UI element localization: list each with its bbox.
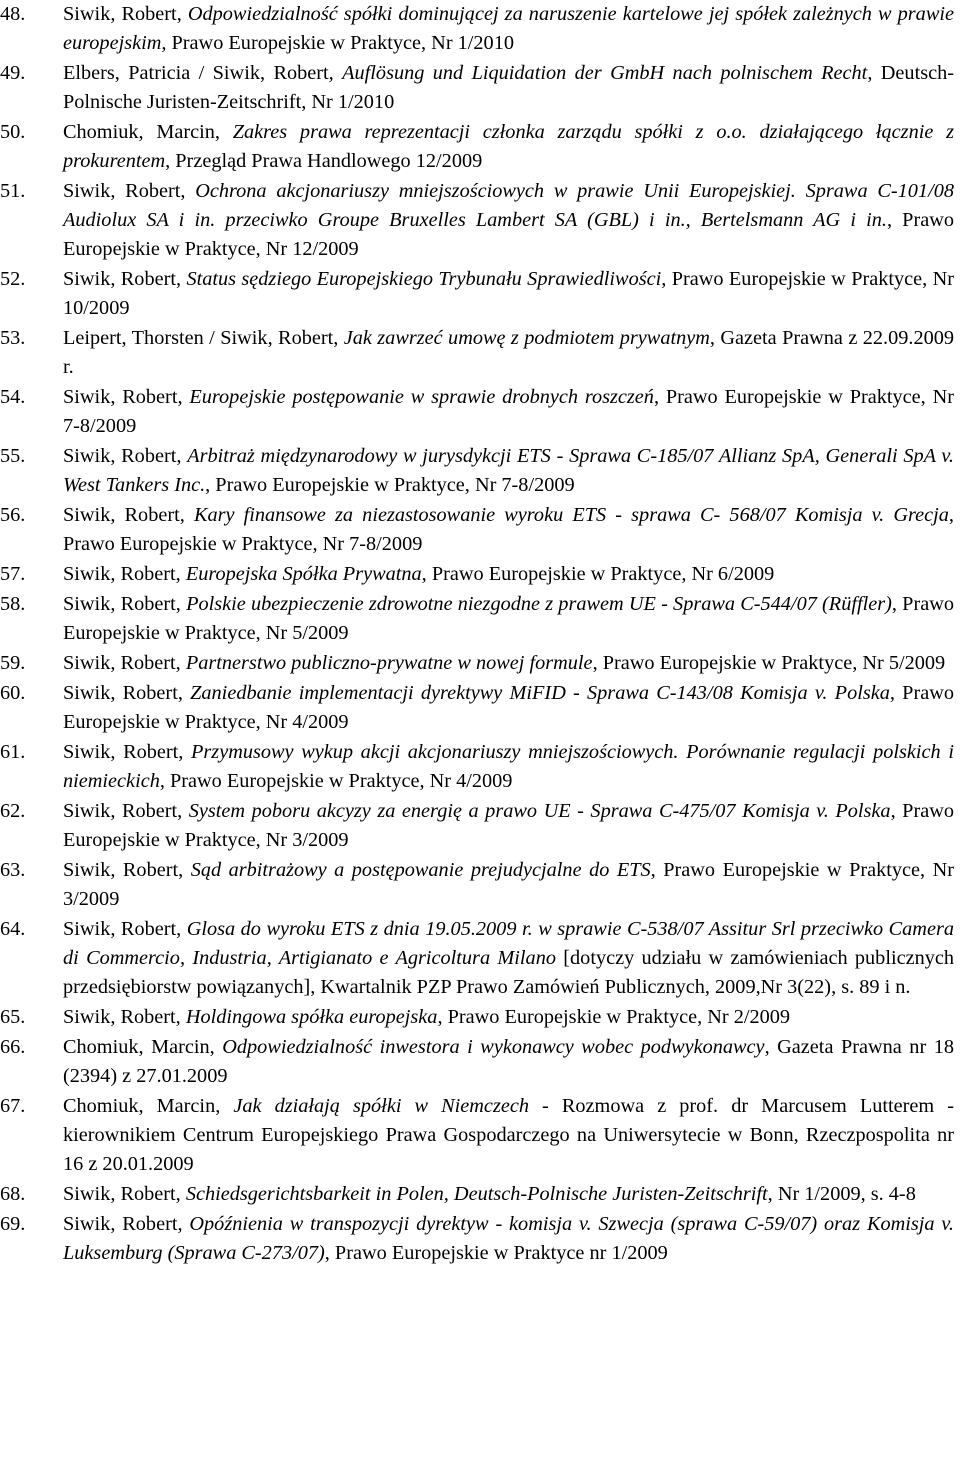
reference-title: Odpowiedzialność spółki dominującej za naruszenie kartelowe jej spółek zależnych w prawie europejskim, — [63, 3, 954, 55]
reference-number: 68. — [0, 1183, 26, 1205]
reference-title: Europejskie postępowanie w sprawie drobnych roszczeń — [189, 386, 654, 409]
reference-item — [0, 1210, 954, 1268]
reference-text — [63, 445, 954, 496]
reference-number: 65. — [0, 1006, 26, 1028]
reference-title: Partnerstwo publiczno-prywatne w nowej formule — [185, 652, 593, 674]
reference-segment: , Prawo Europejskie w Praktyce, Nr 7-8/2009 — [205, 474, 575, 497]
reference-segment: Elbers, Patricia / Siwik, Robert, — [63, 62, 343, 84]
reference-number: 62. — [0, 799, 26, 822]
reference-segment: Siwik, Robert, — [63, 386, 190, 409]
reference-segment: Siwik, Robert, — [63, 681, 191, 704]
reference-title: Zaniedbanie implementacji dyrektywy MiFID - Sprawa C-143/08 Komisja v. Polska — [190, 681, 890, 704]
reference-title: Europejska Spółka Prywatna — [185, 563, 422, 586]
reference-item — [0, 177, 954, 265]
reference-text — [63, 386, 954, 437]
reference-item — [0, 915, 954, 1003]
reference-segment: , Przegląd Prawa Handlowego 12/2009 — [165, 150, 483, 173]
reference-segment: , Prawo Europejskie w Praktyce, Nr 12/2009 — [63, 209, 955, 261]
reference-text — [63, 593, 954, 644]
reference-item — [0, 679, 954, 737]
reference-number: 69. — [0, 1212, 26, 1235]
reference-segment: Siwik, Robert, — [63, 1212, 190, 1235]
reference-segment: Siwik, Robert, — [63, 1183, 186, 1205]
reference-segment: Siwik, Robert, — [63, 504, 194, 527]
reference-text — [63, 1036, 954, 1087]
reference-title: System poboru akcyzy za energię a prawo UE - Sprawa C-475/07 Komisja v. Polska — [188, 799, 891, 822]
reference-title: Odpowiedzialność inwestora i wykonawcy wobec podwykonawcy — [222, 1035, 765, 1058]
reference-segment: Siwik, Robert, — [63, 652, 186, 674]
reference-title: Status sędziego Europejskiego Trybunału Sprawiedliwości — [186, 268, 662, 291]
reference-item — [0, 59, 954, 117]
reference-title: Holdingowa spółka europejska — [185, 1006, 438, 1028]
reference-segment: Siwik, Robert, — [63, 3, 188, 25]
reference-title: Kary finansowe za niezastosowanie wyroku ETS - sprawa C- 568/07 Komisja v. Grecja — [193, 504, 949, 527]
reference-title: Przymusowy wykup akcji akcjonariuszy mniejszościowych. Porównanie regulacji polskich i niemieckich — [63, 740, 954, 792]
reference-segment: - Rozmowa z prof. dr Marcusem Lutterem - kierownikiem Centrum Europejskiego Prawa Gospodarczego na Uniwersytecie w Bonn, Rzeczpospolita nr 16 z 20.01.2009 — [63, 1094, 954, 1176]
reference-text — [63, 652, 945, 674]
reference-segment: , Prawo Europejskie w Praktyce, Nr 7-8/2009 — [63, 504, 954, 556]
reference-item — [0, 265, 954, 323]
reference-segment: Prawo Europejskie w Praktyce, Nr 1/2010 — [166, 32, 514, 55]
reference-title: Auflösung und Liquidation der GmbH nach polnischem Recht — [342, 62, 868, 84]
reference-number: 52. — [0, 268, 26, 291]
reference-number: 58. — [0, 593, 26, 615]
reference-text — [63, 62, 954, 113]
reference-number: 67. — [0, 1094, 26, 1117]
reference-segment: , Prawo Europejskie w Praktyce, Nr 7-8/2009 — [63, 386, 955, 438]
reference-text — [63, 859, 954, 910]
reference-item — [0, 560, 954, 589]
reference-segment: , Prawo Europejskie w Praktyce, Nr 5/2009 — [63, 593, 954, 645]
reference-title: Sąd arbitrażowy a postępowanie prejudycjalne do ETS — [190, 858, 651, 881]
reference-segment: Siwik, Robert, — [63, 1006, 186, 1028]
reference-item — [0, 797, 954, 855]
reference-title: Polskie ubezpieczenie zdrowotne niezgodne z prawem UE - Sprawa C-544/07 (Rüffler) — [186, 593, 892, 615]
reference-number: 53. — [0, 327, 26, 350]
reference-number: 59. — [0, 652, 26, 674]
reference-text — [63, 918, 954, 998]
reference-segment: , Prawo Europejskie w Praktyce nr 1/2009 — [324, 1242, 668, 1264]
reference-segment: , Prawo Europejskie w Praktyce, Nr 5/2009 — [592, 652, 946, 674]
reference-number: 54. — [0, 386, 26, 409]
reference-text — [63, 800, 954, 851]
reference-segment: [dotyczy udziału w zamówieniach publicznych przedsiębiorstw powiązanych], Kwartalnik PZP Prawo Zamówień Publicznych, 2009,Nr 3(22), s. 89 i n. — [63, 947, 955, 999]
reference-title: Opóźnienia w transpozycji dyrektyw - komisja v. Szwecja (sprawa C-59/07) oraz Komisja v. Luksemburg (Sprawa C-273/07) — [63, 1212, 954, 1264]
reference-text — [63, 682, 954, 733]
reference-text — [63, 563, 774, 585]
reference-item — [0, 1092, 954, 1180]
reference-segment: , Prawo Europejskie w Praktyce, Nr 3/2009 — [63, 799, 955, 851]
reference-segment: , Prawo Europejskie w Praktyce, Nr 6/2009 — [421, 563, 775, 586]
reference-segment: , Prawo Europejskie w Praktyce, Nr 4/2009 — [159, 770, 513, 792]
reference-item — [0, 118, 954, 176]
reference-text — [63, 1213, 954, 1264]
reference-segment: , Prawo Europejskie w Praktyce, Nr 4/2009 — [63, 681, 955, 733]
reference-item — [0, 383, 954, 441]
reference-segment: Chomiuk, Marcin, — [63, 1035, 223, 1058]
reference-number: 61. — [0, 740, 26, 763]
reference-segment: , Prawo Europejskie w Praktyce, Nr 2/2009 — [437, 1006, 791, 1028]
reference-text — [63, 741, 954, 792]
reference-title: Schiedsgerichtsbarkeit in Polen, Deutsch-Polnische Juristen-Zeitschrift — [185, 1183, 768, 1205]
reference-segment: Siwik, Robert, — [63, 593, 187, 615]
reference-segment: Chomiuk, Marcin, — [63, 121, 233, 143]
reference-number: 55. — [0, 445, 26, 468]
reference-segment: , Gazeta Prawna z 22.09.2009 r. — [63, 327, 955, 379]
reference-item — [0, 442, 954, 500]
reference-segment: Siwik, Robert, — [63, 268, 187, 291]
reference-text — [63, 3, 954, 54]
reference-segment: , Nr 1/2009, s. 4-8 — [767, 1183, 916, 1205]
reference-segment: , Prawo Europejskie w Praktyce, Nr 10/2009 — [63, 268, 954, 320]
reference-item — [0, 649, 954, 678]
reference-number: 64. — [0, 917, 26, 940]
reference-number: 51. — [0, 180, 26, 202]
reference-text — [63, 504, 954, 555]
reference-segment: , Deutsch-Polnische Juristen-Zeitschrift, Nr 1/2010 — [63, 62, 954, 114]
reference-segment: Chomiuk, Marcin, — [63, 1094, 234, 1117]
reference-text — [63, 180, 954, 260]
reference-title: Ochrona akcjonariuszy mniejszościowych w prawie Unii Europejskiej. Sprawa C-101/08 Audiolux SA i in. przeciwko Groupe Bruxelles Lambert SA (GBL) i in., Bertelsmann AG i in. — [63, 180, 954, 232]
reference-segment: Siwik, Robert, — [63, 445, 188, 468]
reference-title: Jak działają spółki w Niemczech — [233, 1094, 529, 1117]
reference-text — [63, 1183, 916, 1205]
reference-item — [0, 501, 954, 559]
reference-number: 50. — [0, 121, 26, 143]
reference-title: Jak zawrzeć umowę z podmiotem prywatnym — [343, 327, 710, 350]
reference-item — [0, 1033, 954, 1091]
reference-number: 56. — [0, 504, 26, 527]
reference-item — [0, 1180, 954, 1209]
reference-segment: , Gazeta Prawna nr 18 (2394) z 27.01.2009 — [63, 1035, 955, 1087]
reference-title: Glosa do wyroku ETS z dnia 19.05.2009 r. w sprawie C-538/07 Assitur Srl przeciwko Camera di Commercio, Industria, Artigianato e Agricoltura Milano — [63, 917, 954, 969]
reference-item — [0, 324, 954, 382]
reference-item — [0, 856, 954, 914]
reference-number: 49. — [0, 62, 26, 84]
reference-number: 63. — [0, 858, 26, 881]
reference-item — [0, 738, 954, 796]
reference-segment: Siwik, Robert, — [63, 917, 187, 940]
reference-number: 60. — [0, 681, 26, 704]
reference-text — [63, 1006, 790, 1028]
reference-number: 57. — [0, 563, 26, 586]
reference-text — [63, 1095, 954, 1175]
reference-segment: , Prawo Europejskie w Praktyce, Nr 3/2009 — [63, 858, 955, 910]
reference-title: Arbitraż międzynarodowy w jurysdykcji ETS - Sprawa C-185/07 Allianz SpA, Generali SpA v. West Tankers Inc. — [63, 445, 954, 497]
reference-title: Zakres prawa reprezentacji członka zarządu spółki z o.o. działającego łącznie z prokurentem — [63, 121, 954, 173]
reference-number: 66. — [0, 1035, 26, 1058]
reference-item — [0, 590, 954, 648]
reference-text — [63, 268, 954, 319]
reference-text — [63, 121, 954, 172]
reference-number: 48. — [0, 3, 26, 25]
reference-segment: Siwik, Robert, — [63, 799, 189, 822]
reference-segment: Siwik, Robert, — [63, 740, 192, 763]
reference-segment: Siwik, Robert, — [63, 858, 191, 881]
reference-item — [0, 0, 954, 58]
reference-item — [0, 1003, 954, 1032]
reference-segment: Leipert, Thorsten / Siwik, Robert, — [63, 327, 344, 350]
reference-segment: Siwik, Robert, — [63, 180, 196, 202]
reference-text — [63, 327, 954, 378]
reference-segment: Siwik, Robert, — [63, 563, 186, 586]
